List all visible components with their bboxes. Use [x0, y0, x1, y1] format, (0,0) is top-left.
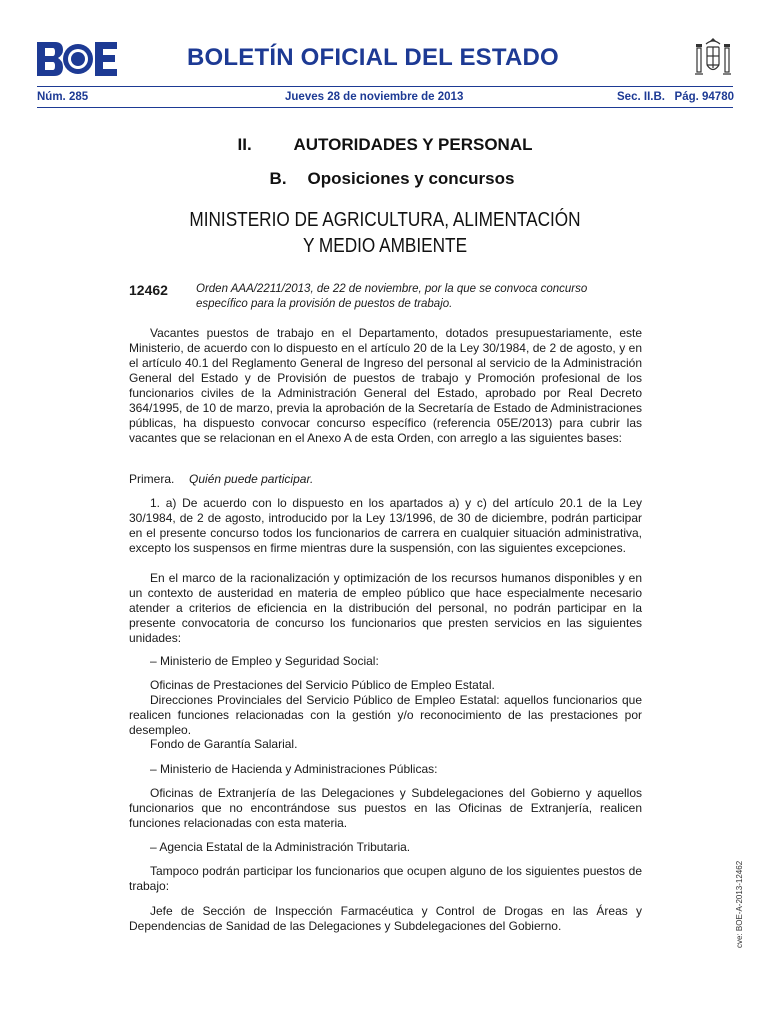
ministry-line-1: MINISTERIO DE AGRICULTURA, ALIMENTACIÓN — [189, 209, 581, 231]
paragraph-jefe-seccion: Jefe de Sección de Inspección Farmacéutica y Control de Drogas en las Áreas y Dependencias de Sanidad de las Delegaciones y Subdelegaciones del Gobierno. — [129, 904, 642, 933]
header-rule-bottom — [37, 107, 733, 108]
subsection-heading — [0, 169, 770, 189]
order-number: 12462 — [129, 282, 168, 298]
section-title: AUTORIDADES Y PERSONAL — [293, 135, 533, 154]
boe-logo — [37, 42, 117, 76]
ministry-line-2: Y MEDIO AMBIENTE — [302, 235, 468, 257]
paragraph-tampoco: Tampoco podrán participar los funcionarios que ocupen alguno de los siguientes puestos de trabajo: — [129, 864, 642, 893]
base-label: Primera. — [129, 472, 175, 486]
verification-code: cve: BOE-A-2013-12462 — [735, 860, 744, 948]
list-item-hacienda: – Ministerio de Hacienda y Administraciones Públicas: — [150, 762, 438, 776]
base-primera — [129, 472, 642, 487]
section-roman: II. — [237, 135, 252, 154]
base-title: Quién puede participar. — [189, 472, 314, 486]
list-item-empleo: – Ministerio de Empleo y Seguridad Social: — [150, 654, 379, 668]
section-heading — [0, 135, 770, 155]
paragraph-exclusions: En el marco de la racionalización y optimización de los recursos humanos disponibles y en un contexto de austeridad en materia de empleo público que hace especialmente necesario atender a criterios de eficiencia en la distribución del personal, no podrán participar en la presente convocatoria de concurso los funcionarios que presten servicios en las siguientes unidades: — [129, 571, 642, 645]
paragraph-oficinas-prestaciones: Oficinas de Prestaciones del Servicio Público de Empleo Estatal. — [150, 678, 495, 692]
subsection-letter: B. — [269, 169, 287, 188]
ministry-heading — [54, 207, 716, 259]
paragraph-1a: 1. a) De acuerdo con lo dispuesto en los apartados a) y c) del artículo 20.1 de la Ley 30/1984, de 2 de agosto, introducido por la Ley 13/1996, de 30 de diciembre, podrán participar en el presente concurso todos los funcionarios de carrera en cualquier situación administrativa, excepto los suspensos en firme mientras dure la suspensión, con las siguientes excepciones. — [129, 496, 642, 555]
paragraph-extranjeria: Oficinas de Extranjería de las Delegaciones y Subdelegaciones del Gobierno y aquellos funcionarios que no encontrándose sus puestos en las Oficinas de Extranjería, realicen funciones relacionadas con esta materia. — [129, 786, 642, 830]
section-page: Sec. II.B. Pág. 94780 — [617, 91, 734, 103]
order-title: Orden AAA/2211/2013, de 22 de noviembre, por la que se convoca concurso específico para la provisión de puestos de trabajo. — [196, 283, 588, 310]
issue-number: Núm. 285 — [37, 91, 89, 103]
subsection-title: Oposiciones y concursos — [307, 169, 515, 188]
coat-of-arms-icon — [692, 38, 734, 82]
gazette-title: BOLETÍN OFICIAL DEL ESTADO — [187, 44, 559, 71]
list-item-aeat: – Agencia Estatal de la Administración Tributaria. — [150, 840, 411, 854]
paragraph-fogasa: Fondo de Garantía Salarial. — [150, 737, 298, 751]
paragraph-intro: Vacantes puestos de trabajo en el Departamento, dotados presupuestariamente, este Ministerio, de acuerdo con lo dispuesto en el artículo 20 de la Ley 30/1984, de 2 de agosto, y en el artículo 40.1 del Reglamento General de Ingreso del personal al servicio de la Administración General del Estado y de Provisión de puestos de trabajo y Promoción profesional de los funcionarios civiles de la Administración General del Estado, aprobado por Real Decreto 364/1995, de 10 de marzo, previa la aprobación de la Secretaría de Estado de Administraciones públicas, ha dispuesto convocar concurso específico (referencia 05E/2013) para cubrir las vacantes que se relacionan en el Anexo A de esta Orden, con arreglo a las siguientes bases: — [129, 326, 642, 445]
issue-date: Jueves 28 de noviembre de 2013 — [285, 91, 464, 103]
header-rule-top — [37, 86, 733, 87]
paragraph-direcciones: Direcciones Provinciales del Servicio Público de Empleo Estatal: aquellos funcionarios que realicen funciones relacionadas con la gestión y/o reconocimiento de las prestaciones por desempleo. — [129, 693, 642, 737]
